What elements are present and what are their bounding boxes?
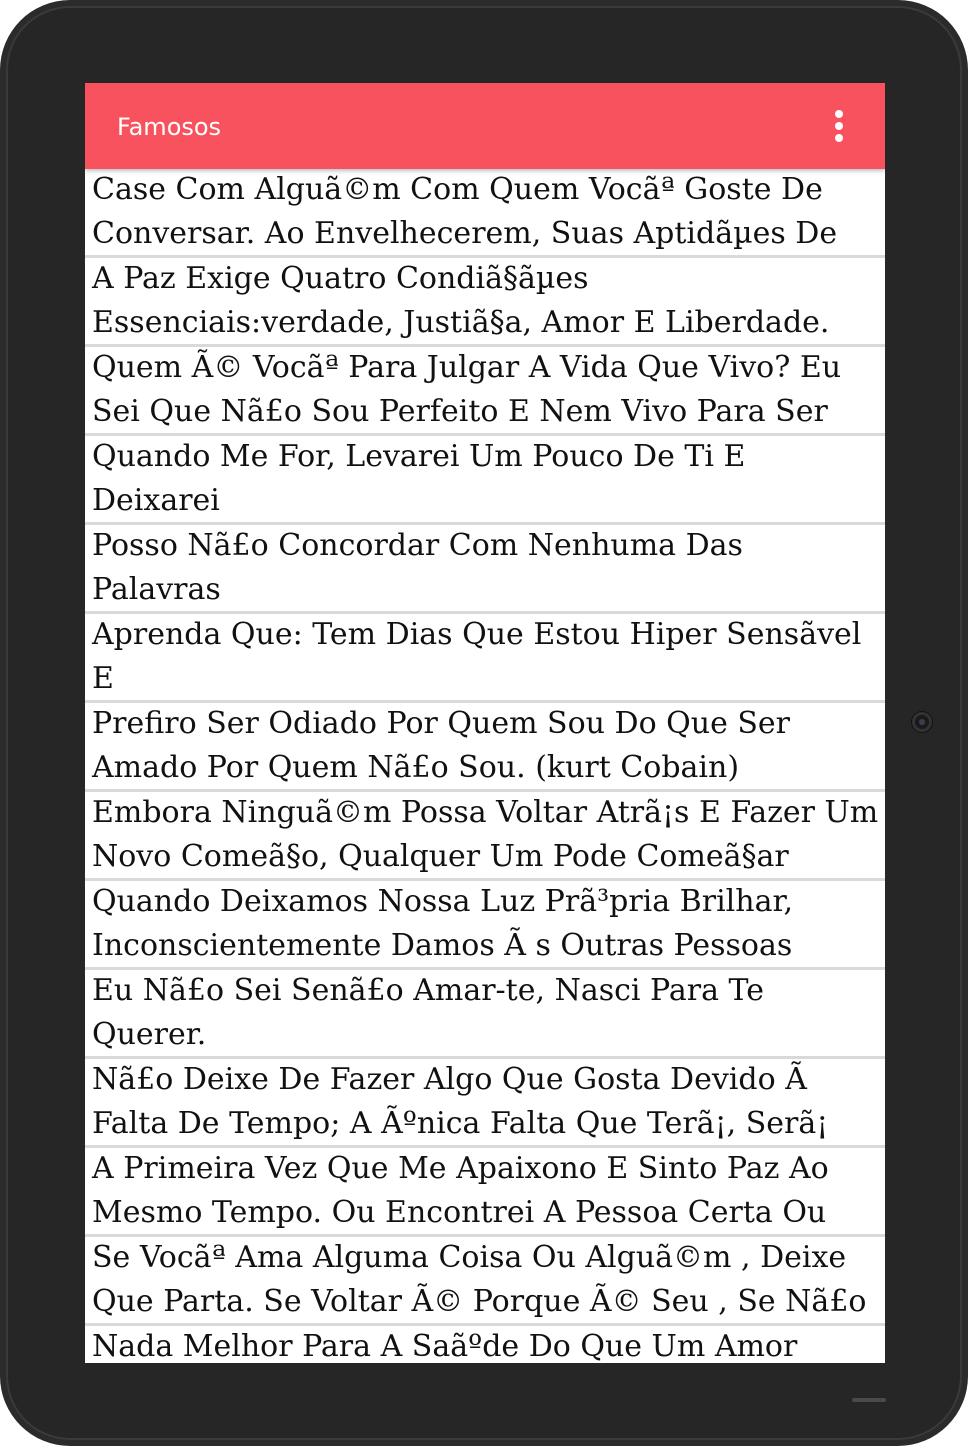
menu-dot	[835, 122, 843, 130]
quote-text: Case Com Alguã©m Com Quem Vocãª Goste De Conversar. Ao Envelhecerem, Suas Aptidãµes De	[92, 172, 838, 251]
quote-text: A Paz Exige Quatro Condiã§ãµes Essenciais:verdade, Justiã§a, Amor E Liberdade.	[92, 261, 830, 340]
quote-item[interactable]	[85, 169, 885, 258]
quote-item[interactable]	[85, 347, 885, 436]
quote-text: Posso Nã£o Concordar Com Nenhuma Das Palavras	[92, 528, 743, 607]
quote-item[interactable]	[85, 1326, 885, 1363]
quote-text: Se Vocãª Ama Alguma Coisa Ou Alguã©m , Deixe Que Parta. Se Voltar Ã© Porque Ã© Seu , Se Nã£o	[92, 1240, 867, 1319]
camera-icon	[912, 712, 932, 732]
quote-item[interactable]	[85, 1059, 885, 1148]
quote-text: Prefiro Ser Odiado Por Quem Sou Do Que Ser Amado Por Quem Nã£o Sou. (kurt Cobain)	[92, 706, 791, 785]
quote-text: Nada Melhor Para A Saãºde Do Que Um Amor	[92, 1329, 798, 1363]
menu-dot	[835, 110, 843, 118]
quote-item[interactable]	[85, 614, 885, 703]
quote-text: Embora Ninguã©m Possa Voltar Atrã¡s E Fazer Um Novo Comeã§o, Qualquer Um Pode Comeã§ar	[92, 795, 879, 874]
quote-item[interactable]	[85, 1237, 885, 1326]
app-bar	[85, 83, 885, 169]
quote-text: Nã£o Deixe De Fazer Algo Que Gosta Devido Ã Falta De Tempo; A Ãºnica Falta Que Terã¡, Serã¡	[92, 1062, 829, 1141]
quote-text: Aprenda Que: Tem Dias Que Estou Hiper Sensãvel E	[92, 617, 862, 696]
quote-item[interactable]	[85, 792, 885, 881]
quote-item[interactable]	[85, 703, 885, 792]
quote-item[interactable]	[85, 881, 885, 970]
quote-text: Quando Deixamos Nossa Luz Prã³pria Brilhar, Inconscientemente Damos Ã s Outras Pessoas	[92, 884, 794, 963]
quote-item[interactable]	[85, 970, 885, 1059]
quote-text: Quando Me For, Levarei Um Pouco De Ti E Deixarei	[92, 439, 746, 518]
app-screen	[85, 83, 885, 1363]
menu-dot	[835, 134, 843, 142]
quote-text: Quem Ã© Vocãª Para Julgar A Vida Que Vivo? Eu Sei Que Nã£o Sou Perfeito E Nem Vivo Para Ser	[92, 350, 842, 429]
quote-item[interactable]	[85, 436, 885, 525]
app-title: Famosos	[117, 113, 222, 141]
quote-item[interactable]	[85, 525, 885, 614]
quote-text: A Primeira Vez Que Me Apaixono E Sinto Paz Ao Mesmo Tempo. Ou Encontrei A Pessoa Certa Ou	[92, 1151, 829, 1230]
quote-text: Eu Nã£o Sei Senã£o Amar-te, Nasci Para Te Querer.	[92, 973, 764, 1052]
home-indicator	[852, 1398, 886, 1402]
more-vert-icon[interactable]	[819, 106, 859, 146]
quote-item[interactable]	[85, 258, 885, 347]
quotes-list[interactable]	[85, 169, 885, 1363]
quote-item[interactable]	[85, 1148, 885, 1237]
